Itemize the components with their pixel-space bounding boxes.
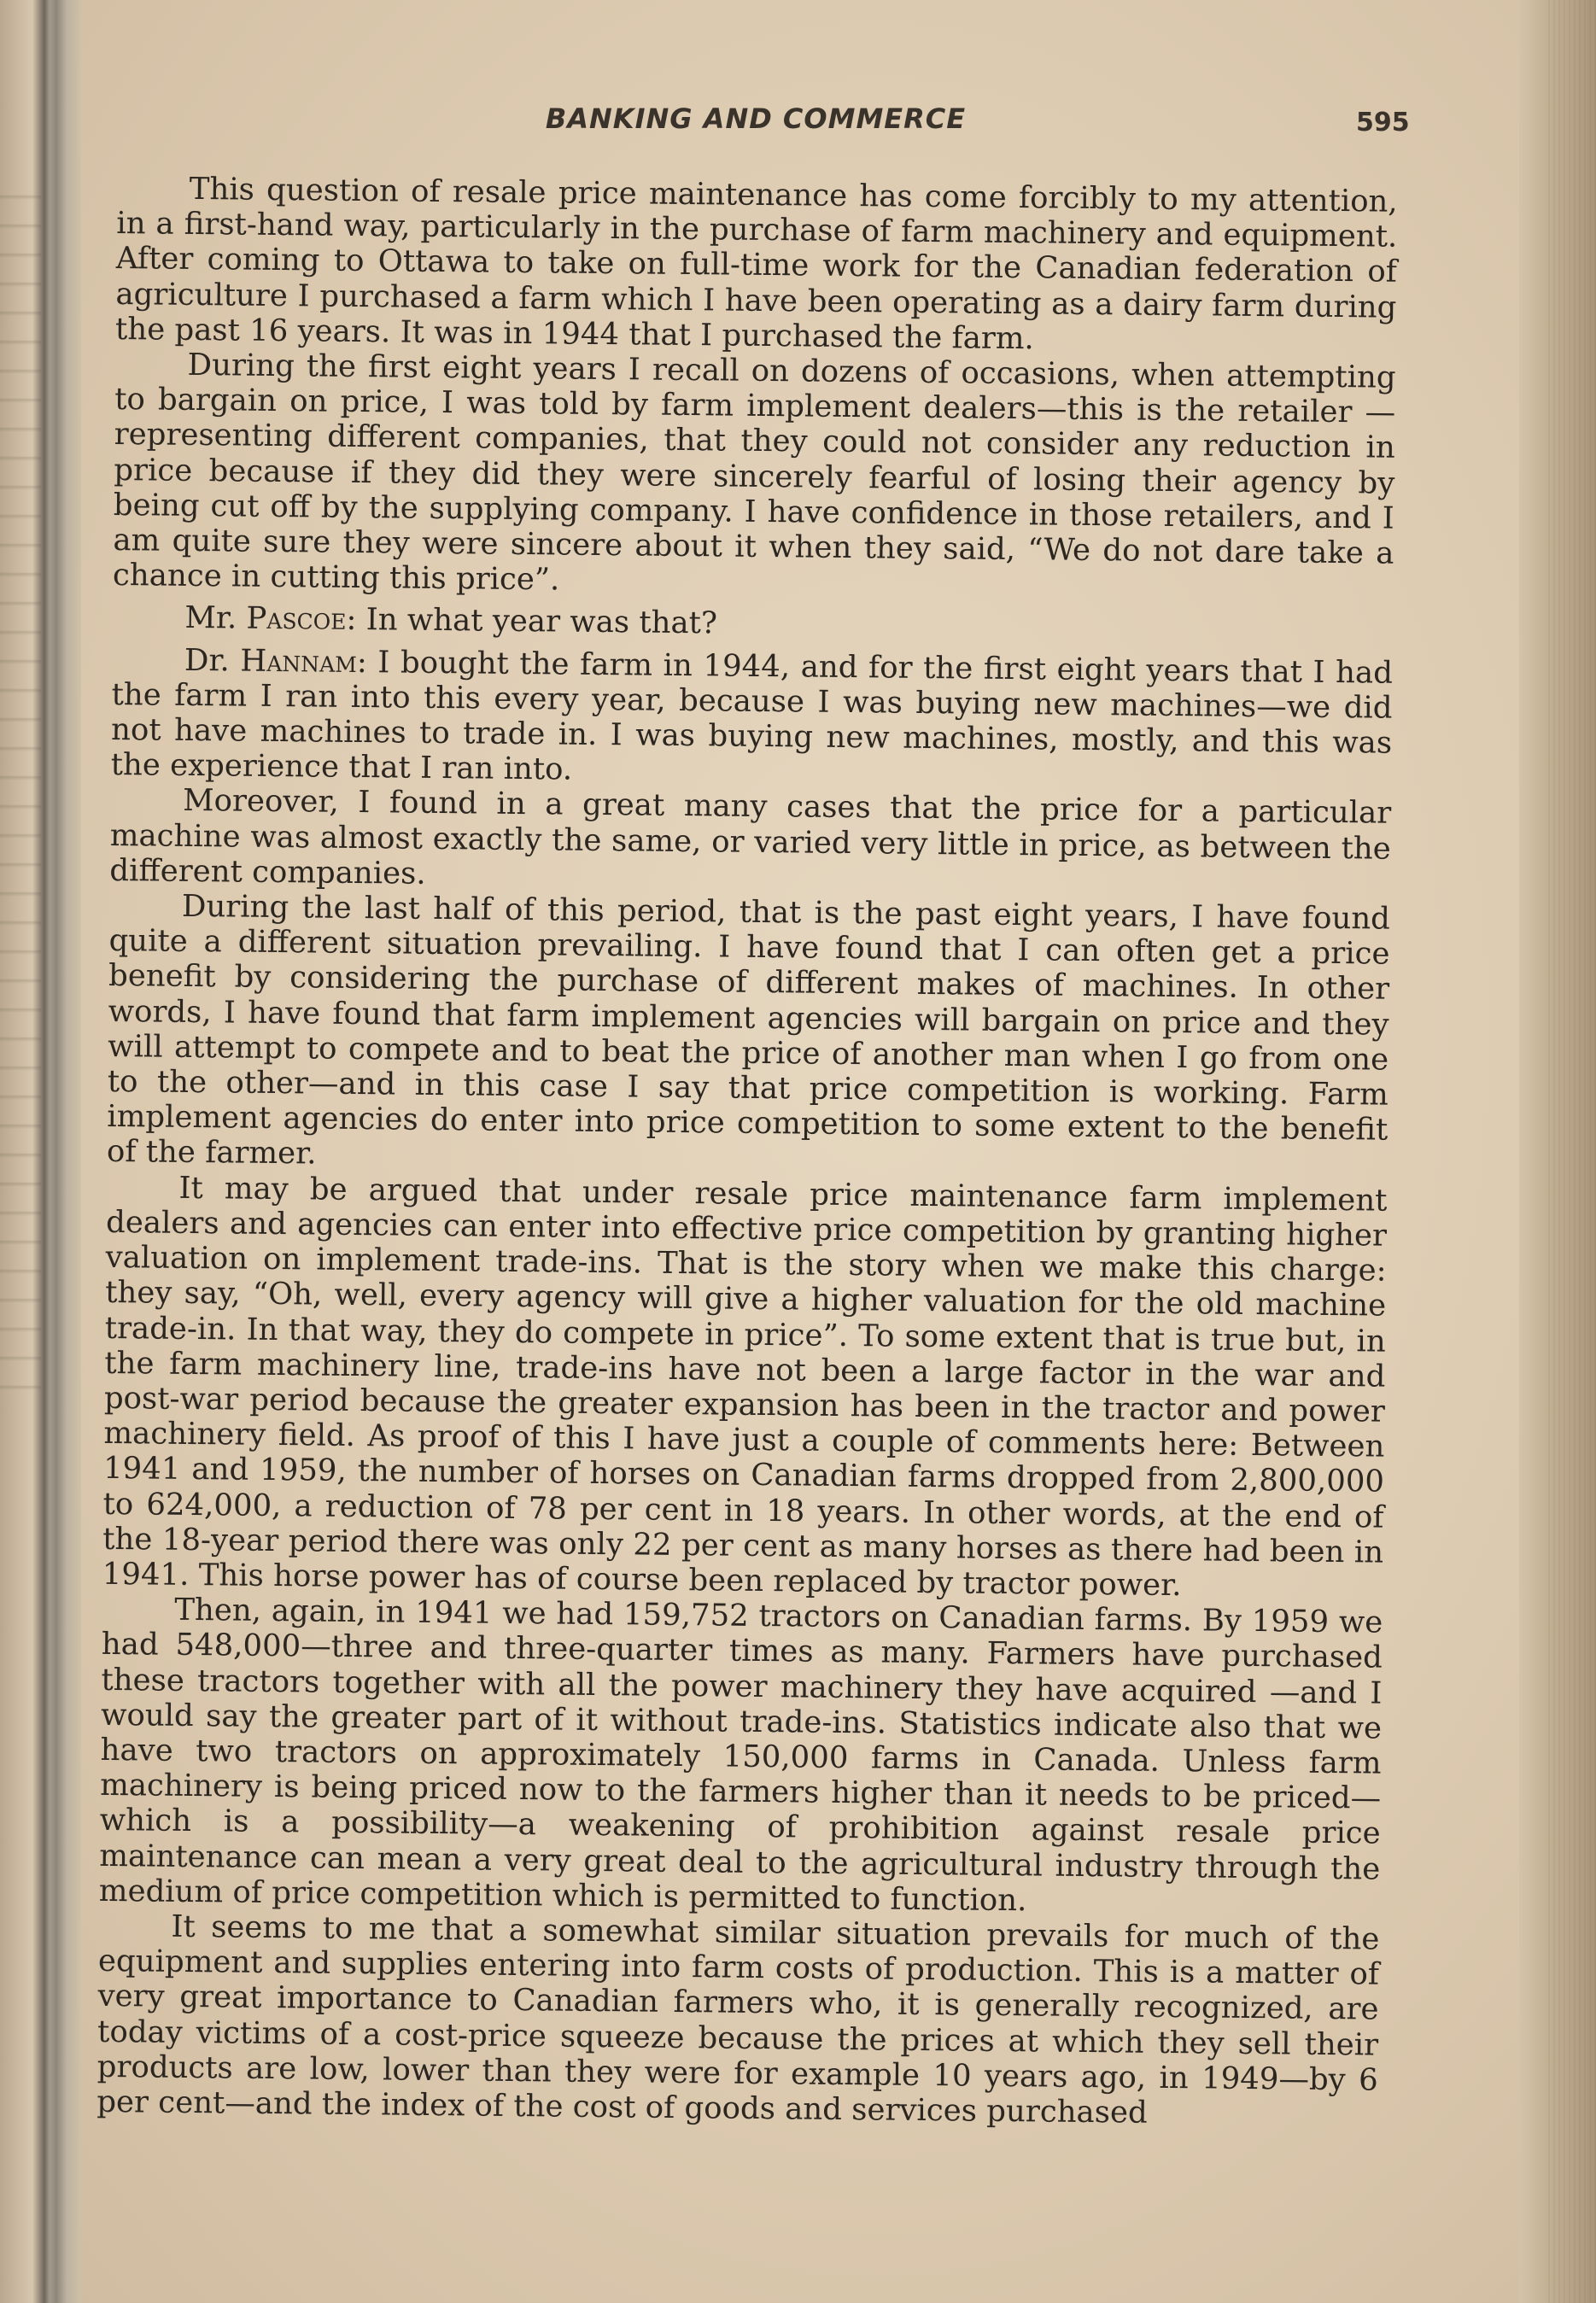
speaker-title: Dr. [184,642,241,679]
gutter-bleed-through [0,171,41,1409]
body-text [96,171,1398,2133]
paragraph-1: This question of resale price maintenance has come forcibly to my attention, in a first-hand way, particularly in the purchase of farm machinery and equipment. After coming to Ottawa to take on full-time work for the Canadian federation of agriculture I purchased a farm which I have been operating as a dairy farm during the past 16 years. It was in 1944 that I purchased the farm. [114,171,1398,357]
speaker-title: Mr. [184,600,247,637]
page-edge-lines [1545,0,1596,2303]
page-number: 595 [1356,108,1410,137]
dialogue-text: : In what year was that? [346,602,718,641]
dialogue-text: : I bought the farm in 1944, and for the first eight years that I had the farm I ran into this every year, because I was buying new machines—we did not have machines to trade in. I was buying new machines, mostly, and this was the experience that I ran into. [110,644,1394,787]
paragraph-9: It seems to me that a somewhat similar situation prevails for much of the equipment and supplies entering into farm costs of production. This is a matter of very great importance to Canadian farmers who, it is generally recognized, are today victims of a cost-price squeeze because the prices at which they sell their products are low, lower than they were for example 10 years ago, in 1949—by 6 per cent—and the index of the cost of goods and services purchased [96,1908,1380,2131]
paragraph-6: During the last half of this period, that is the past eight years, I have found quite a different situation prevailing. I have found that I can often get a price benefit by considering the purchase of different makes of machines. In other words, I have found that farm implement agencies will bargain on price and they will attempt to compete and to beat the price of another man when I go from one to the other—and in this case I say that price competition is working. Farm implement agencies do enter into price competition to some extent to the benefit of the farmer. [106,888,1391,1172]
speaker-name-pascoe: Pascoe [246,601,347,638]
running-head-title: BANKING AND COMMERCE [545,102,967,135]
paragraph-7: It may be argued that under resale price maintenance farm implement dealers and agencies can enter into effective price competition by granting higher valuation on implement trade-ins. That is the story when we make this charge: they say, “Oh, well, every agency will give a higher valuation for the old machine trade-in. In that way, they do compete in price”. To some extent that is true but, in the farm machinery line, trade-ins have not been a large factor in the war and post-war period because the greater expansion has been in the tractor and power machinery field. As proof of this I have just a couple of comments here: Between 1941 and 1959, the number of horses on Canadian farms dropped from 2,800,000 to 624,000, a reduction of 78 per cent in 18 years. In other words, at the end of the 18-year period there was only 22 per cent as many horses as there had been in 1941. This horse power has of course been replaced by tractor power. [102,1170,1388,1604]
dialogue-pascoe [112,599,1393,648]
paragraph-2: During the first eight years I recall on dozens of occasions, when attempting to bargain on price, I was told by farm implement dealers—this is the retailer —representing different companies, that they could not consider any reduction in price because if they did they were sincerely fearful of losing their agency by being cut off by the supplying company. I have confidence in those retailers, and I am quite sure they were sincere about it when they said, “We do not dare take a chance in cutting this price”. [112,347,1396,598]
speaker-name-hannam: Hannam [240,643,358,680]
paragraph-5: Moreover, I found in a great many cases that the price for a particular machine was almost exactly the same, or varied very little in price, as between the different companies. [109,783,1392,891]
dialogue-hannam [110,642,1393,797]
paragraph-8: Then, again, in 1941 we had 159,752 tractors on Canadian farms. By 1959 we had 548,000—three and three-quarter times as many. Farmers have purchased these tractors together with all the power machinery they have acquired —and I would say the greater part of it without trade-ins. Statistics indicate also that we have two tractors on approximately 150,000 farms in Canada. Unless farm machinery is being priced now to the farmers higher than it needs to be priced—which is a possibility—a weakening of prohibition against resale price maintenance can mean a very great deal to the agricultural industry through the medium of price competition which is permitted to function. [98,1592,1383,1919]
